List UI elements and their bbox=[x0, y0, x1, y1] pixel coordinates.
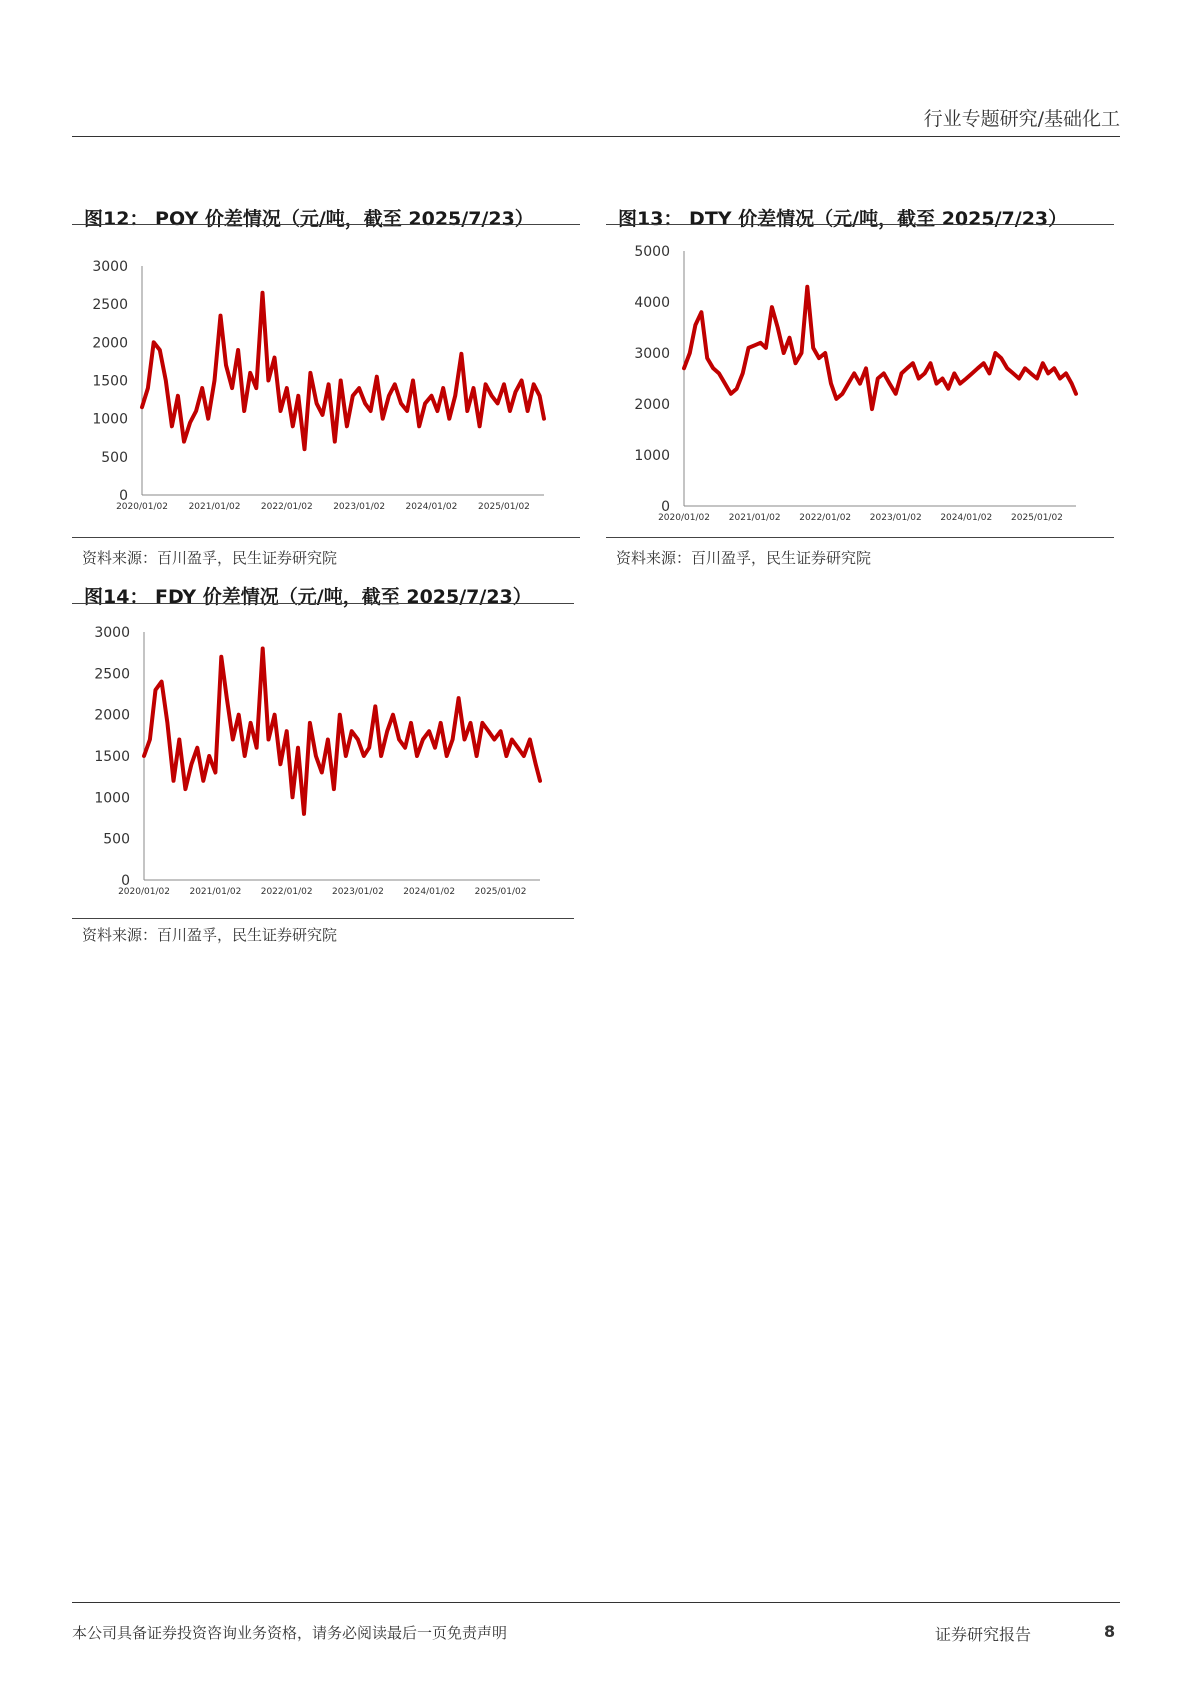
y-tick-label: 2000 bbox=[94, 707, 130, 724]
x-tick-label: 2020/01/02 bbox=[118, 887, 170, 897]
x-tick-label: 2022/01/02 bbox=[260, 887, 313, 897]
footer-rule bbox=[72, 1602, 1120, 1603]
y-tick-label: 0 bbox=[119, 488, 128, 504]
figure-13-bottom-rule bbox=[606, 537, 1114, 538]
y-tick-label: 0 bbox=[121, 873, 130, 889]
y-tick-label: 1500 bbox=[92, 373, 128, 390]
figure-13-title: 图13： DTY 价差情况（元/吨，截至 2025/7/23） bbox=[618, 208, 1068, 230]
figure-12-title-rule bbox=[72, 224, 580, 225]
x-tick-label: 2022/01/02 bbox=[799, 513, 852, 523]
y-tick-label: 2500 bbox=[94, 666, 130, 683]
footer-report-label: 证券研究报告 bbox=[935, 1625, 1032, 1644]
x-tick-label: 2021/01/02 bbox=[728, 513, 781, 523]
y-tick-label: 1000 bbox=[634, 448, 670, 464]
y-tick-label: 4000 bbox=[634, 295, 670, 311]
y-tick-label: 1500 bbox=[94, 749, 130, 765]
y-tick-label: 500 bbox=[101, 449, 128, 466]
y-tick-label: 0 bbox=[661, 499, 670, 515]
y-tick-label: 2000 bbox=[634, 397, 670, 413]
figure-12-title: 图12： POY 价差情况（元/吨，截至 2025/7/23） bbox=[84, 208, 534, 230]
figure-13-title-rule bbox=[606, 224, 1114, 225]
x-tick-label: 2021/01/02 bbox=[188, 502, 241, 512]
figure-14-chart bbox=[72, 618, 574, 906]
page-number: 8 bbox=[1104, 1622, 1116, 1641]
x-tick-label: 2024/01/02 bbox=[940, 513, 993, 523]
y-tick-label: 5000 bbox=[634, 244, 670, 260]
y-tick-label: 1000 bbox=[94, 790, 130, 807]
x-tick-label: 2020/01/02 bbox=[116, 502, 168, 512]
figure-13-source: 资料来源：百川盈孚，民生证券研究院 bbox=[616, 549, 872, 567]
y-tick-label: 3000 bbox=[94, 625, 130, 641]
x-tick-label: 2020/01/02 bbox=[658, 513, 710, 523]
x-tick-label: 2023/01/02 bbox=[869, 513, 922, 523]
x-tick-label: 2022/01/02 bbox=[260, 502, 313, 512]
y-tick-label: 500 bbox=[103, 831, 130, 848]
x-tick-label: 2025/01/02 bbox=[478, 502, 530, 512]
figure-12-source: 资料来源：百川盈孚，民生证券研究院 bbox=[82, 549, 338, 567]
x-tick-label: 2024/01/02 bbox=[403, 887, 456, 897]
figure-12-bottom-rule bbox=[72, 537, 580, 538]
series-line bbox=[142, 293, 544, 450]
y-tick-label: 3000 bbox=[634, 346, 670, 362]
y-tick-label: 3000 bbox=[92, 259, 128, 275]
x-tick-label: 2025/01/02 bbox=[474, 887, 527, 897]
x-tick-label: 2024/01/02 bbox=[405, 502, 458, 512]
footer-disclaimer: 本公司具备证券投资咨询业务资格，请务必阅读最后一页免责声明 bbox=[72, 1624, 508, 1642]
x-tick-label: 2023/01/02 bbox=[331, 887, 384, 897]
report-category: 行业专题研究/基础化工 bbox=[923, 108, 1120, 130]
figure-14-source: 资料来源：百川盈孚，民生证券研究院 bbox=[82, 926, 338, 944]
figure-14-bottom-rule bbox=[72, 918, 574, 919]
y-tick-label: 2500 bbox=[92, 297, 128, 314]
figure-12-chart bbox=[72, 250, 580, 520]
figure-14-title-rule bbox=[72, 603, 574, 604]
series-line bbox=[684, 287, 1076, 409]
y-tick-label: 2000 bbox=[92, 335, 128, 352]
x-tick-label: 2023/01/02 bbox=[333, 502, 386, 512]
series-line bbox=[144, 649, 540, 814]
header-rule bbox=[72, 136, 1120, 137]
x-tick-label: 2021/01/02 bbox=[189, 887, 242, 897]
y-tick-label: 1000 bbox=[92, 411, 128, 428]
figure-13-chart bbox=[606, 236, 1114, 526]
x-tick-label: 2025/01/02 bbox=[1011, 513, 1063, 523]
figure-14-title: 图14： FDY 价差情况（元/吨，截至 2025/7/23） bbox=[84, 586, 532, 608]
